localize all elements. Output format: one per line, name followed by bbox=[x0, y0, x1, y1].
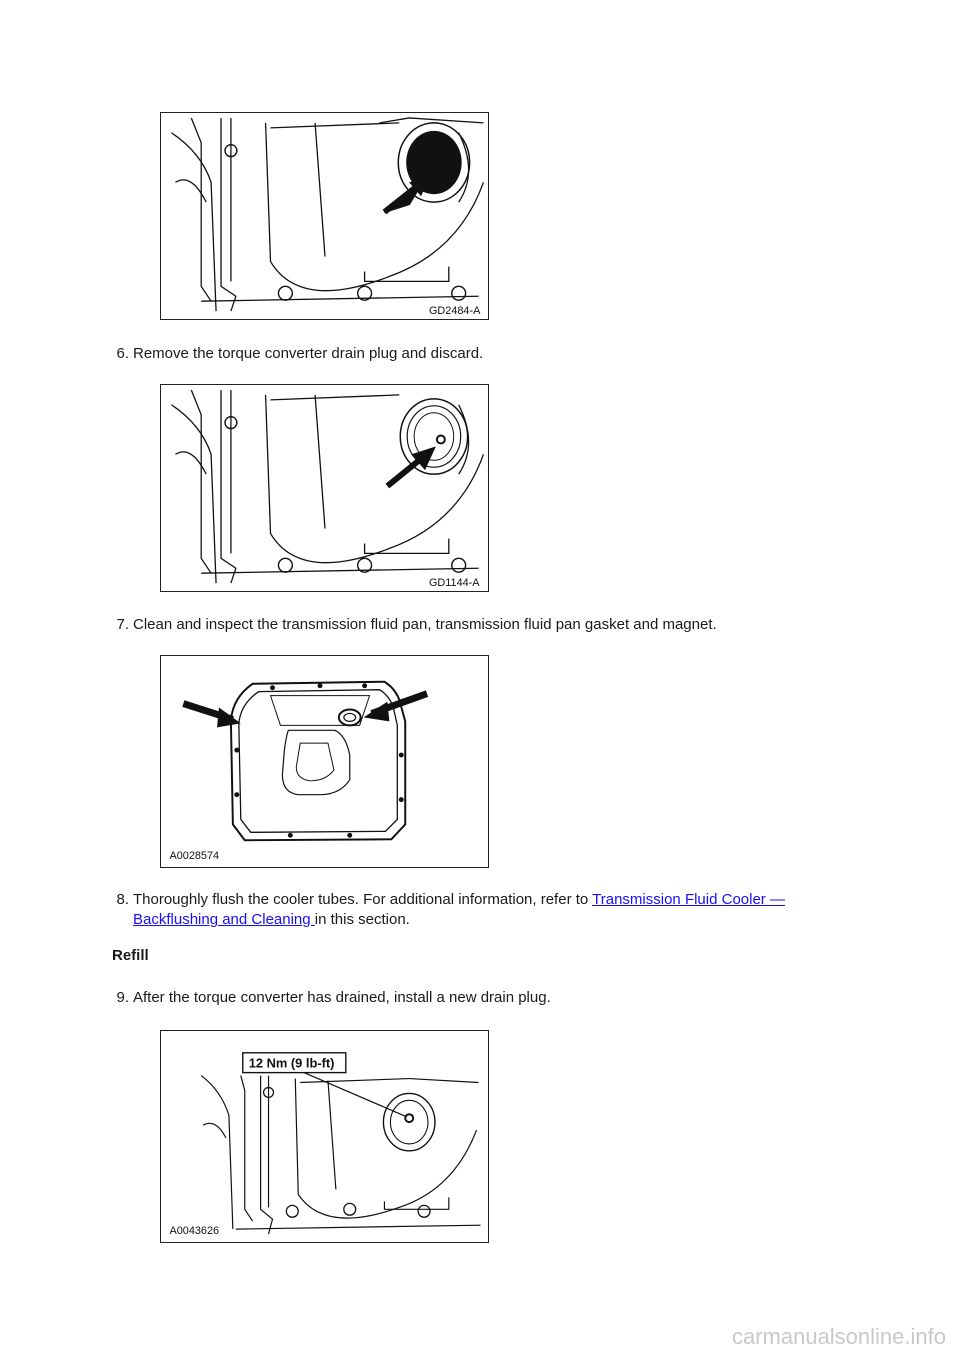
figure-id-label: A0043626 bbox=[169, 1225, 220, 1238]
step-7 bbox=[103, 615, 863, 637]
figure-id-label: GD1144-A bbox=[428, 577, 480, 590]
figure-install-drain-plug bbox=[160, 1030, 489, 1243]
figure-torque-converter-plug-access bbox=[160, 112, 489, 320]
step-number: 7. bbox=[116, 616, 129, 633]
step-8 bbox=[103, 890, 863, 934]
step-number: 9. bbox=[116, 989, 129, 1006]
step-text: Clean and inspect the transmission fluid pan, transmission fluid pan gasket and magnet. bbox=[133, 616, 717, 633]
figure-fluid-pan-and-magnet bbox=[160, 655, 489, 868]
step-text: After the torque converter has drained, install a new drain plug. bbox=[133, 989, 551, 1006]
watermark: carmanualsonline.info bbox=[731, 1324, 946, 1349]
figure-drain-plug-location bbox=[160, 384, 489, 592]
figure-id-label: A0028574 bbox=[169, 850, 220, 863]
step-text-tail: in this section. bbox=[314, 911, 410, 928]
illustration-drain-plug bbox=[161, 385, 488, 591]
step-9 bbox=[103, 988, 863, 1010]
step-text-lead: Thoroughly flush the cooler tubes. For additional information, refer to bbox=[133, 891, 593, 908]
section-heading-refill: Refill bbox=[112, 947, 149, 964]
step-number: 6. bbox=[116, 345, 129, 362]
step-6 bbox=[103, 344, 863, 366]
cooler-backflushing-link[interactable]: Transmission Fluid Cooler — Backflushing and Cleaning bbox=[133, 891, 785, 928]
figure-id-label: GD2484-A bbox=[428, 305, 481, 318]
step-text: Remove the torque converter drain plug and discard. bbox=[133, 345, 484, 362]
torque-spec-callout: 12 Nm (9 lb-ft) bbox=[248, 1055, 335, 1071]
illustration-fluid-pan bbox=[161, 656, 488, 867]
step-number: 8. bbox=[116, 891, 129, 908]
illustration-install-plug bbox=[161, 1031, 488, 1242]
step-text bbox=[133, 890, 823, 930]
illustration-converter-housing bbox=[161, 113, 488, 319]
